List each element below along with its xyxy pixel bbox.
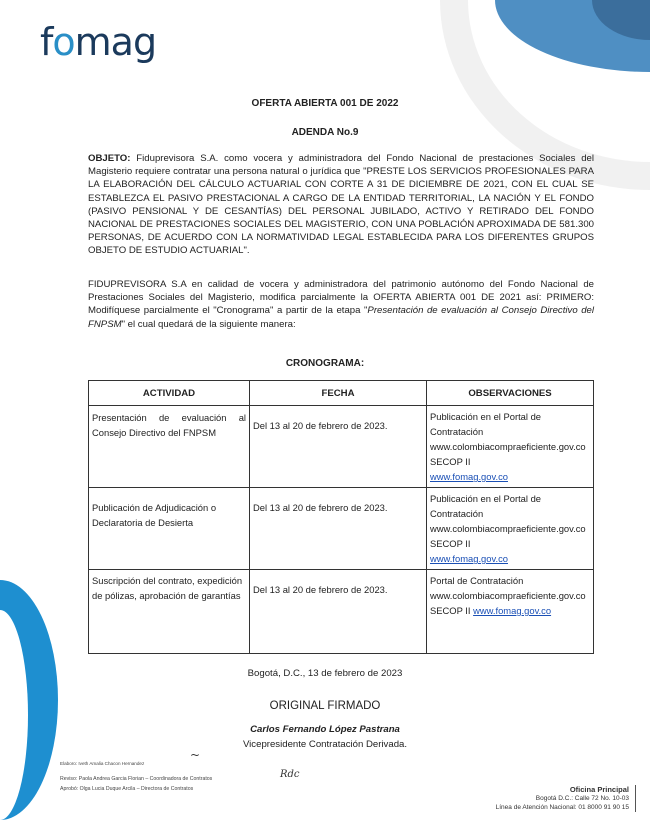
cell-actividad: Presentación de evaluación al Consejo Directivo del FNPSM (89, 406, 250, 488)
cronograma-table (88, 380, 594, 654)
fomag-link[interactable]: www.fomag.gov.co (473, 605, 552, 616)
header-actividad: ACTIVIDAD (89, 381, 250, 406)
office-info (496, 785, 636, 812)
fomag-link[interactable]: www.fomag.gov.co (430, 553, 508, 564)
cell-fecha: Del 13 al 20 de febrero de 2023. (250, 406, 427, 488)
date-line: Bogotá, D.C., 13 de febrero de 2023 (247, 668, 403, 679)
cell-actividad: Suscripción del contrato, expedición de pólizas, aprobación de garantías (89, 570, 250, 654)
modification-paragraph (88, 278, 594, 331)
aprobo-line: Aprobó: Olga Lucia Duque Arcila – Directora de Contratos (60, 786, 194, 792)
para-text: FIDUPREVISORA S.A en calidad de vocera y administradora del patrimonio autónomo del Fondo Nacional de Prestaciones Sociales del Magisterio, modifica parcialmente la OFERTA ABIERTA 001 DE 2021 así: PRIMERO: Modifíquese parcialmente el "Cronograma" a partir de la etapa " (88, 279, 594, 317)
cell-observaciones (427, 570, 594, 654)
signature-1: ~ (190, 748, 201, 762)
table-row (89, 406, 594, 488)
cronograma-title: CRONOGRAMA: (285, 358, 365, 369)
original-firmado: ORIGINAL FIRMADO (269, 700, 381, 712)
header-fecha: FECHA (250, 381, 427, 406)
reviso-line: Reviso: Paola Andrea Garcia Florian – Coordinadora de Contratos (60, 776, 213, 782)
office-phone: Línea de Atención Nacional: 01 8000 91 90 15 (495, 804, 629, 811)
office-address: Bogotá D.C.: Calle 72 No. 10-03 (535, 795, 629, 802)
document-subtitle: ADENDA No.9 (291, 127, 359, 138)
signer-name: Carlos Fernando López Pastrana (250, 724, 400, 735)
table-row (89, 570, 594, 654)
table-header-row (89, 381, 594, 406)
office-title: Oficina Principal (569, 785, 629, 794)
header-observaciones: OBSERVACIONES (427, 381, 594, 406)
obs-text: Portal de Contratación www.colombiacompraeficiente.gov.co SECOP II (430, 575, 586, 616)
para-italic: Presentación de evaluación al Consejo Directivo del FNPSM (88, 305, 594, 330)
para-text-end: " el cual quedará de la siguiente manera: (121, 318, 296, 330)
objeto-paragraph (88, 152, 594, 258)
elaboro-line: Elaboro: Iveth Amalia Chacon Hernandez (60, 761, 145, 766)
document-title: OFERTA ABIERTA 001 DE 2022 (251, 98, 399, 109)
cell-fecha: Del 13 al 20 de febrero de 2023. (250, 570, 427, 654)
cell-actividad: Publicación de Adjudicación o Declaratoria de Desierta (89, 488, 250, 570)
objeto-text: Fiduprevisora S.A. como vocera y administradora del Fondo Nacional de prestaciones Sociales del Magisterio requiere contratar una persona natural o jurídica que "PRESTE LOS SERVICIOS PROFESIONALES PARA LA ELABORACIÓN DEL CÁLCULO ACTUARIAL CON CORTE A 31 DE DICIEMBRE DE 2021, CON EL CUAL SE ESTABLEZCA EL PASIVO PRESTACIONAL A CARGO DE LA ENTIDAD TERRITORIAL, LA NACIÓN Y EL FONDO (PASIVO PENSIONAL Y DE CESANTÍAS) DEL PERSONAL JUBILADO, ACTIVO Y RETIRADO DEL FONDO NACIONAL DE PRESTACIONES SOCIALES DEL MAGISTERIO, CON UNA POBLACIÓN APROXIMADA DE 581.300 PERSONAS, DE ACUERDO CON LA NORMATIVIDAD LEGAL ESTABLECIDA PARA LOS DIFERENTES GRUPOS OBJETO DE ESTUDIO ACTUARIAL". (88, 153, 594, 257)
cell-observaciones (427, 406, 594, 488)
fomag-logo: fomag (40, 20, 157, 64)
signer-title: Vicepresidente Contratación Derivada. (242, 739, 408, 750)
cell-observaciones (427, 488, 594, 570)
obs-text: Publicación en el Portal de Contratación www.colombiacompraeficiente.gov.co SECOP II (430, 493, 586, 549)
fomag-link[interactable]: www.fomag.gov.co (430, 471, 508, 482)
obs-text: Publicación en el Portal de Contratación www.colombiacompraeficiente.gov.co SECOP II (430, 411, 586, 467)
objeto-label: OBJETO: (88, 153, 131, 164)
signature-2: Rdc (280, 769, 300, 780)
table-row (89, 488, 594, 570)
cell-fecha: Del 13 al 20 de febrero de 2023. (250, 488, 427, 570)
